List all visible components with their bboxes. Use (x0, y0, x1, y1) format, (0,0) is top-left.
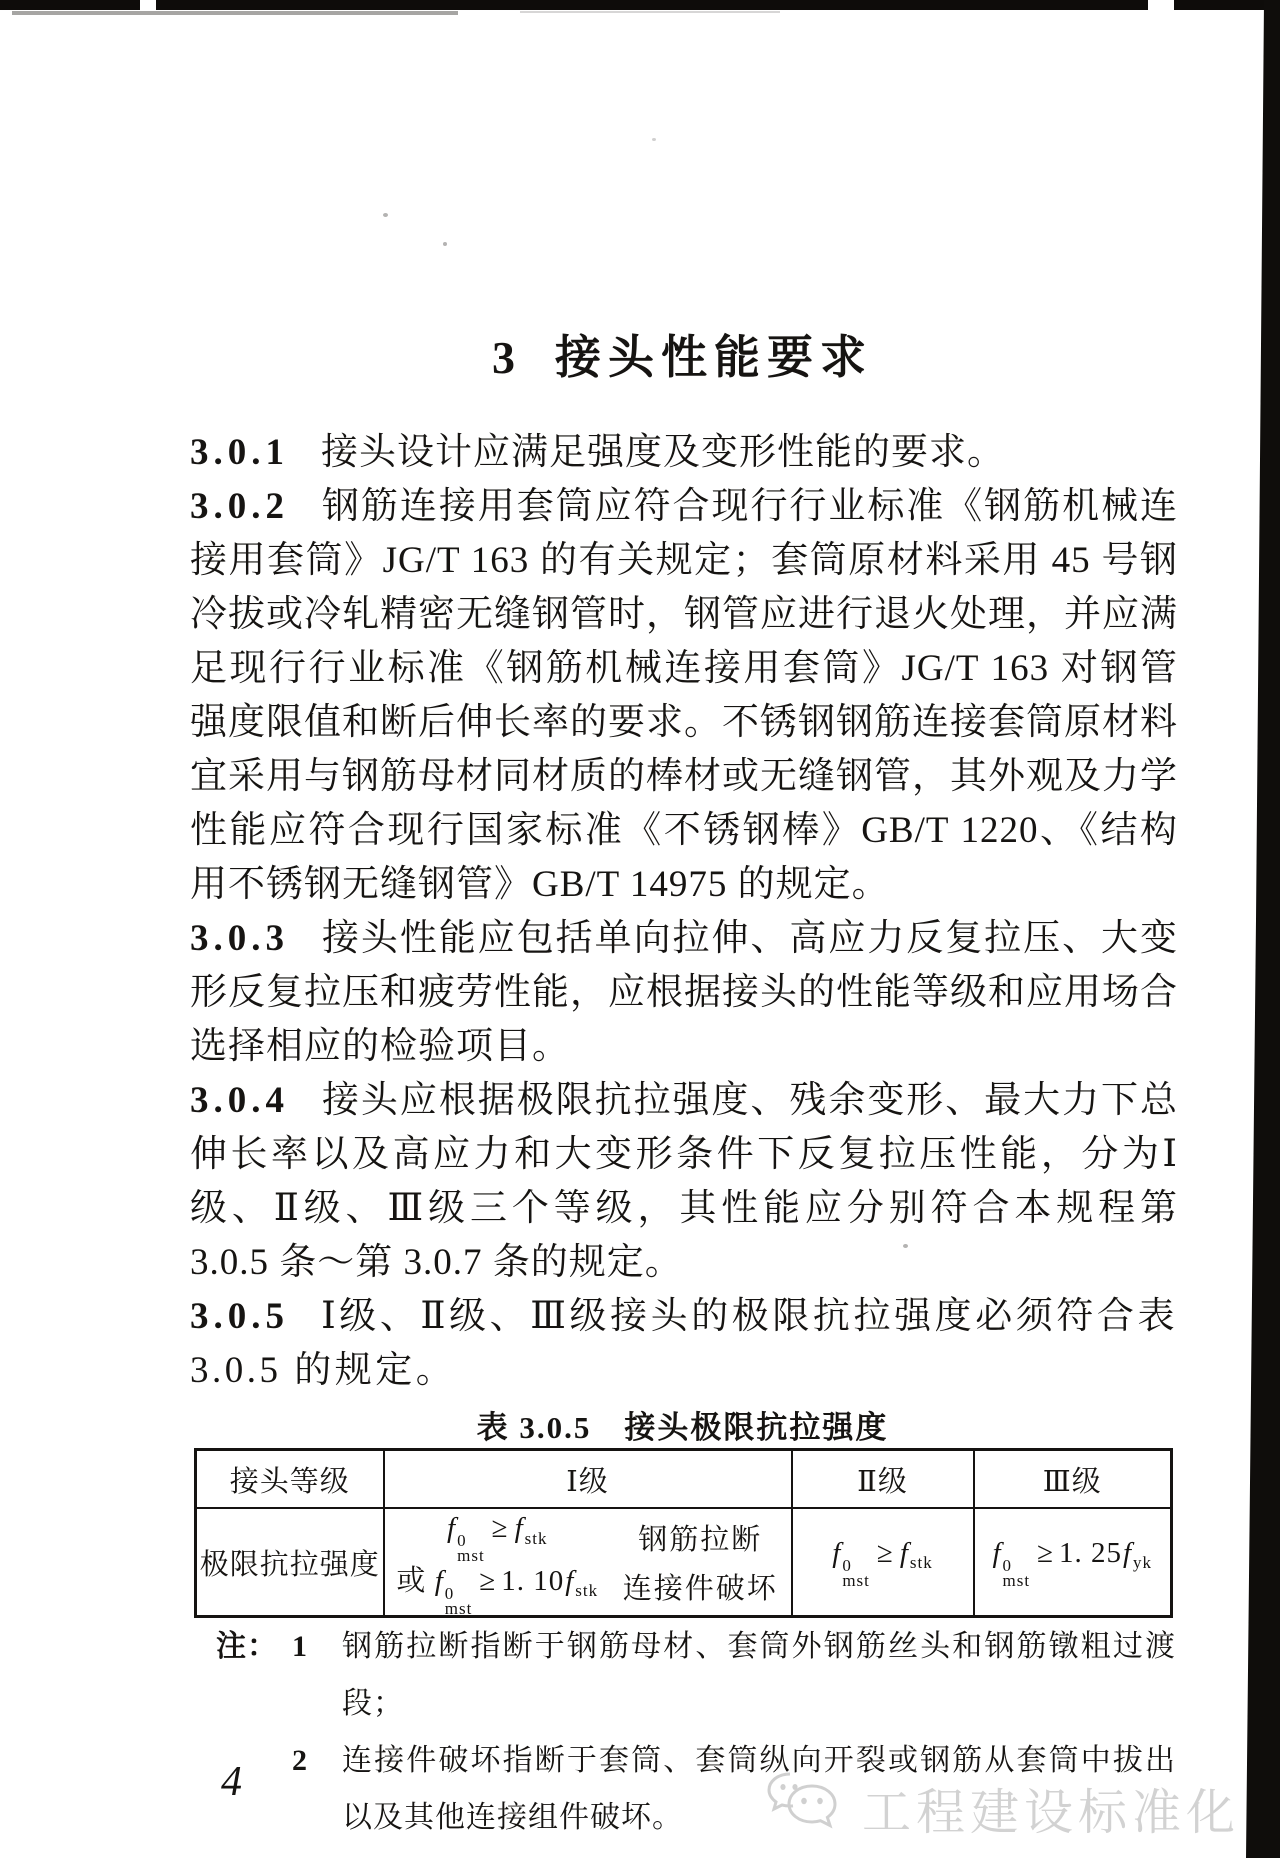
strength-table (194, 1448, 1173, 1618)
formula-sup: 0 (842, 1555, 852, 1575)
formula-symbol: f (832, 1536, 842, 1569)
formula-sub: stk (909, 1553, 933, 1573)
note-number: 2 (292, 1744, 308, 1777)
clause-number: 3.0.3 (190, 918, 289, 959)
col-header-grade3: Ⅲ级 (974, 1450, 1172, 1509)
formula-operator: ≥ (1037, 1536, 1054, 1569)
clause-3-0-3 (190, 912, 1178, 1074)
grade1-failure-mode1: 钢筋拉断 (638, 1524, 763, 1556)
table-caption: 表 3.0.5 接头极限抗拉强度 (476, 1410, 889, 1445)
formula-symbol: f (565, 1564, 575, 1597)
formula-supsub (842, 1555, 870, 1590)
formula-symbol: f (1122, 1536, 1133, 1569)
formula-supsub (1002, 1555, 1031, 1590)
scan-speck (443, 242, 447, 246)
formula-coef: 1. 10 (501, 1564, 565, 1597)
formula-symbol: f (899, 1536, 909, 1569)
scan-artifact-top-bar (0, 0, 1280, 10)
clause-body: 接头性能应包括单向拉伸、高应力反复拉压、大变形反复拉压和疲劳性能，应根据接头的性能等级和应用场合选择相应的检验项目。 (190, 918, 1178, 1067)
clause-number: 3.0.1 (190, 432, 289, 473)
formula-coef: 1. 25 (1058, 1536, 1122, 1569)
formula-symbol: f (514, 1512, 524, 1544)
formula-operator: ≥ (876, 1536, 894, 1569)
clause-number: 3.0.2 (190, 486, 289, 527)
clause-body: 钢筋连接用套筒应符合现行行业标准《钢筋机械连接用套筒》JG/T 163 的有关规定；套筒原材料采用 45 号钢冷拔或冷轧精密无缝钢管时，钢管应进行退火处理，并应满足现行行业标准《钢筋机械连接用套筒》JG/T 163 对钢管强度限值和断后伸长率的要求。不锈钢钢筋连接套筒原材料宜采用与钢筋母材同材质的棒材或无缝钢管，其外观及力学性能应符合现行国家标准《不锈钢棒》GB/T 1220、《结构用不锈钢无缝钢管》GB/T 14975 的规定。 (190, 486, 1178, 905)
scan-artifact-thin-line (520, 11, 780, 13)
clause-3-0-4 (190, 1074, 1178, 1290)
grade3-formula (992, 1536, 1153, 1590)
clause-3-0-5 (190, 1290, 1178, 1398)
formula-sub: mst (457, 1546, 485, 1565)
scan-speck (652, 138, 656, 141)
formula-sub: mst (444, 1598, 473, 1618)
grade1-formula1 (385, 1512, 611, 1563)
grade2-formula (832, 1536, 933, 1590)
clause-body: Ⅰ级、Ⅱ级、Ⅲ级接头的极限抗拉强度必须符合表 3.0.5 的规定。 (190, 1296, 1178, 1391)
clause-body: 接头设计应满足强度及变形性能的要求。 (321, 432, 1005, 473)
row-header-cell: 极限抗拉强度 (196, 1508, 384, 1617)
table-data-row (196, 1508, 1172, 1617)
scan-speck (383, 213, 388, 217)
scan-artifact-notch (140, 0, 156, 10)
clause-number: 3.0.4 (190, 1080, 289, 1121)
formula-sup: 0 (444, 1583, 455, 1603)
scan-artifact-thin-line (12, 11, 458, 15)
note-text: 钢筋拉断指断于钢筋母材、套筒外钢筋丝头和钢筋镦粗过渡段； (342, 1630, 1176, 1720)
page-number: 4 (221, 1759, 242, 1805)
wechat-logo-icon (760, 1768, 852, 1850)
formula-sub: yk (1133, 1553, 1153, 1573)
grade1-line2 (385, 1562, 791, 1618)
note-text: 连接件破坏指断于套筒、套筒纵向开裂或钢筋从套筒中拔出以及其他连接组件破坏。 (342, 1744, 1176, 1834)
scan-artifact-notch (1148, 0, 1174, 10)
formula-sub: mst (842, 1570, 870, 1590)
col-header-grade: 接头等级 (196, 1450, 384, 1509)
clause-3-0-1 (190, 426, 1178, 480)
clause-3-0-2 (190, 480, 1178, 912)
watermark-text: 工程建设标准化 (861, 1786, 1240, 1840)
formula-symbol: f (434, 1564, 444, 1597)
formula-supsub (444, 1583, 473, 1618)
formula-symbol: f (992, 1536, 1002, 1569)
grade1-cell (384, 1508, 792, 1617)
formula-sub: mst (1002, 1570, 1031, 1590)
clause-number: 3.0.5 (190, 1296, 289, 1337)
formula-sup: 0 (457, 1531, 467, 1550)
grade1-formula2 (385, 1558, 611, 1616)
formula-sub: stk (524, 1528, 548, 1548)
note-number: 1 (292, 1630, 308, 1663)
formula-prefix: 或 (396, 1564, 435, 1597)
chapter-title-text: 接头性能要求 (555, 332, 873, 383)
grade1-line1 (385, 1512, 791, 1565)
formula-sub: stk (575, 1581, 599, 1601)
grade1-failure-mode2: 连接件破坏 (622, 1573, 778, 1605)
formula-sup: 0 (1002, 1555, 1012, 1575)
formula-operator: ≥ (479, 1564, 497, 1597)
grade2-cell (792, 1508, 974, 1617)
col-header-grade2: Ⅱ级 (792, 1450, 974, 1509)
col-header-grade1: Ⅰ级 (384, 1450, 792, 1509)
note-lead: 注： (216, 1630, 278, 1663)
watermark (760, 1768, 1240, 1850)
table-header-row (196, 1450, 1172, 1509)
formula-symbol: f (447, 1512, 457, 1544)
formula-operator: ≥ (491, 1512, 509, 1544)
clause-text-block (190, 426, 1178, 1398)
chapter-number: 3 (492, 332, 515, 383)
note-item-1 (216, 1618, 1176, 1732)
clause-body: 接头应根据极限抗拉强度、残余变形、最大力下总伸长率以及高应力和大变形条件下反复拉压性能，分为Ⅰ级、Ⅱ级、Ⅲ级三个等级，其性能应分别符合本规程第 3.0.5 条～第 3.0.7 条的规定。 (190, 1080, 1178, 1283)
grade3-cell (974, 1508, 1172, 1617)
chapter-heading (190, 330, 1175, 386)
